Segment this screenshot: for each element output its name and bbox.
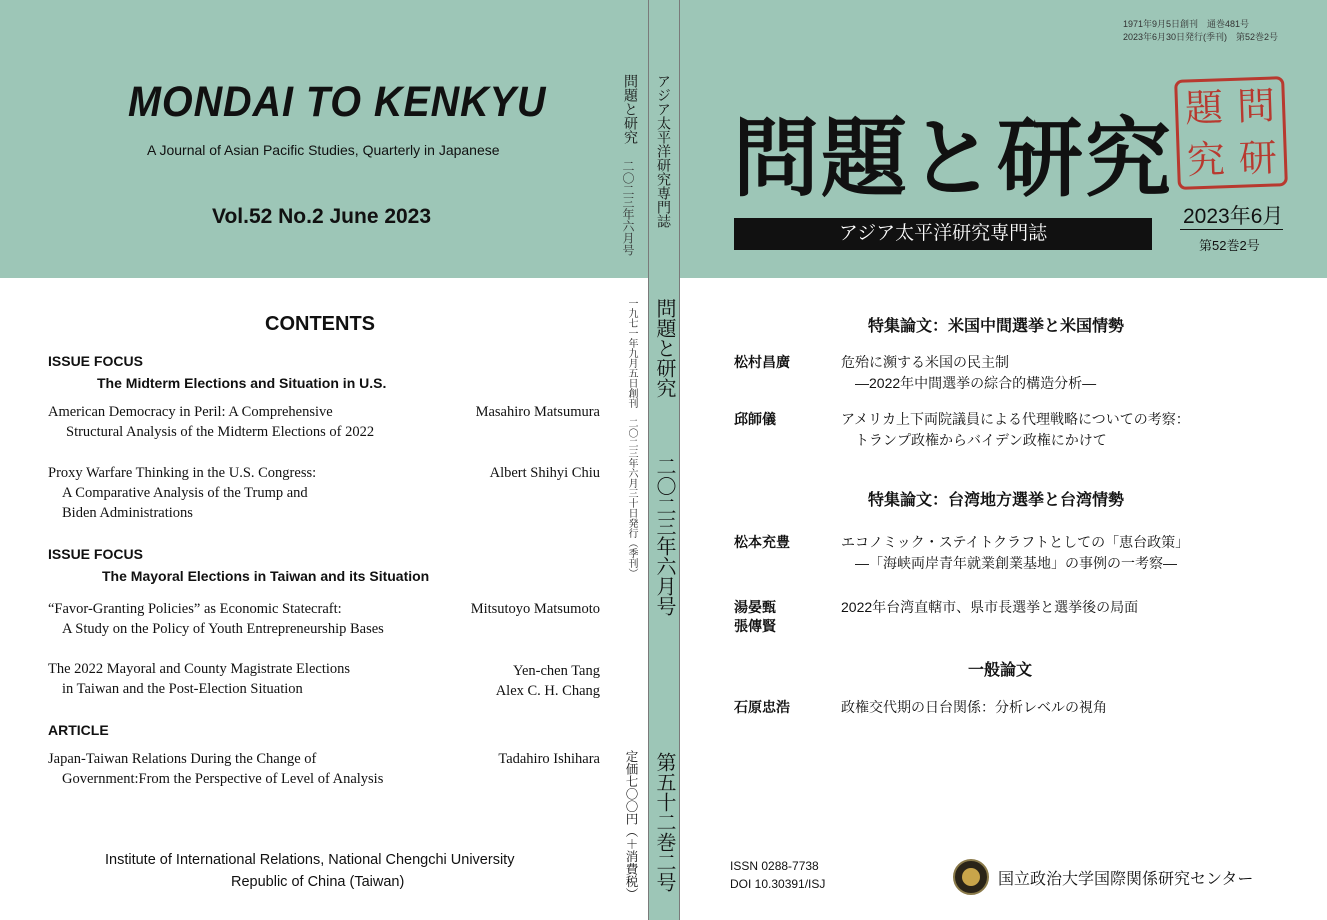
publication-info-line: 1971年9月5日創刊 通巻481号: [1123, 19, 1250, 29]
seal-character: 問: [1236, 83, 1276, 129]
author-name: 松本充豊: [734, 534, 790, 550]
spine-volume: 第五十二巻二号: [653, 752, 677, 892]
author-name: 邱師儀: [734, 411, 776, 427]
spine-title: 問題と研究: [653, 298, 677, 398]
author-name: 石原忠浩: [734, 699, 790, 715]
publication-info-line: 2023年6月30日発行(季刊) 第52巻2号: [1123, 32, 1279, 42]
article-title-line: エコノミック・ステイトクラフトとしての「恵台政策」: [841, 534, 1190, 550]
section-topic: The Midterm Elections and Situation in U.S.: [97, 375, 387, 391]
institute-line: Republic of China (Taiwan): [231, 874, 405, 890]
article-title-line: 政権交代期の日台関係：分析レベルの視角: [841, 699, 1107, 715]
article-title-line: ―「海峡両岸青年就業創業基地」の事例の一考察―: [855, 555, 1177, 571]
article-author: Yen-chen Tang: [512, 663, 600, 679]
article-title-line: A Comparative Analysis of the Trump and: [62, 485, 308, 501]
article-author: Tadahiro Ishihara: [498, 751, 600, 767]
author-name: 張傳賢: [734, 618, 776, 634]
spine-small-date: 二〇二三年六月号: [621, 160, 635, 256]
article-title-line: ―2022年中間選挙の綜合的構造分析―: [855, 375, 1097, 391]
article-author: Masahiro Matsumura: [475, 404, 600, 420]
article-title-line: A Study on the Policy of Youth Entrepreneurship Bases: [62, 621, 384, 637]
seal-character: 題: [1184, 85, 1224, 131]
article-title-line: “Favor-Granting Policies” as Economic Statecraft:: [48, 601, 342, 617]
spine-price: 定価七〇〇円（＋消費税）: [624, 750, 639, 900]
article-title-line: The 2022 Mayoral and County Magistrate Elections: [48, 661, 351, 677]
article-title-line: Government:From the Perspective of Level of Analysis: [62, 771, 384, 787]
article-title-line: Proxy Warfare Thinking in the U.S. Congress:: [48, 465, 317, 481]
spine-date: 二〇二三年六月号: [653, 456, 677, 616]
back-cover-header-band: [0, 0, 649, 278]
article-title-line: 危殆に瀕する米国の民主制: [841, 354, 1009, 370]
section-label: ISSUE FOCUS: [48, 353, 143, 369]
back-cover-volume: Vol.52 No.2 June 2023: [212, 205, 432, 228]
article-author: Alex C. H. Chang: [495, 683, 600, 699]
article-title-line: アメリカ上下両院議員による代理戦略についての考察：: [841, 411, 1190, 427]
author-name: 松村昌廣: [734, 354, 790, 370]
article-title-line: in Taiwan and the Post-Election Situation: [62, 681, 303, 697]
doi: DOI 10.30391/ISJ: [730, 877, 826, 891]
spine-publication-info: 一九七一年九月五日創刊 二〇二三年六月三十日発行（季刊）: [626, 298, 637, 578]
section-heading: 特集論文：台湾地方選挙と台湾情勢: [868, 492, 1125, 509]
article-title-line: American Democracy in Peril: A Comprehensive: [48, 404, 333, 420]
spine-catchphrase: アジア太平洋研究専門誌: [655, 74, 671, 228]
article-title-line: Japan-Taiwan Relations During the Change of: [48, 751, 317, 767]
article-title-line: Structural Analysis of the Midterm Elections of 2022: [66, 424, 375, 440]
front-cover-title: 問題と研究: [733, 108, 1173, 209]
seal-character: 究: [1186, 137, 1226, 183]
author-name: 湯晏甄: [734, 599, 776, 615]
article-title-line: トランプ政権からバイデン政権にかけて: [855, 432, 1107, 448]
front-cover-subtitle: アジア太平洋研究専門誌: [734, 218, 1152, 250]
seal-character: 研: [1238, 135, 1278, 181]
article-author: Mitsutoyo Matsumoto: [470, 601, 600, 617]
back-cover-title: MONDAI TO KENKYU: [128, 78, 547, 126]
section-heading: 一般論文: [968, 662, 1033, 679]
issn: ISSN 0288-7738: [730, 859, 819, 873]
article-author: Albert Shihyi Chiu: [489, 465, 600, 481]
university-emblem-icon: [953, 859, 989, 895]
contents-heading: CONTENTS: [265, 313, 375, 335]
article-title-line: Biden Administrations: [62, 505, 193, 521]
section-label: ISSUE FOCUS: [48, 546, 143, 562]
article-title-line: 2022年台湾直轄市、県市長選挙と選挙後の局面: [841, 599, 1139, 615]
section-topic: The Mayoral Elections in Taiwan and its Situation: [102, 568, 430, 584]
back-cover-subtitle: A Journal of Asian Pacific Studies, Quarterly in Japanese: [147, 142, 500, 158]
section-heading: 特集論文：米国中間選挙と米国情勢: [868, 318, 1125, 335]
issue-volume: 第52巻2号: [1199, 238, 1260, 253]
publisher-name: 国立政治大学国際関係研究センター: [998, 871, 1254, 888]
seal-stamp: [1174, 76, 1288, 190]
spine-small-title: 問題と研究: [622, 74, 638, 144]
section-label: ARTICLE: [48, 722, 109, 738]
issue-date: 2023年6月: [1183, 205, 1284, 228]
fold-line-left: [648, 0, 649, 920]
institute-line: Institute of International Relations, National Chengchi University: [105, 852, 515, 868]
issue-date-underline: [1180, 229, 1283, 230]
